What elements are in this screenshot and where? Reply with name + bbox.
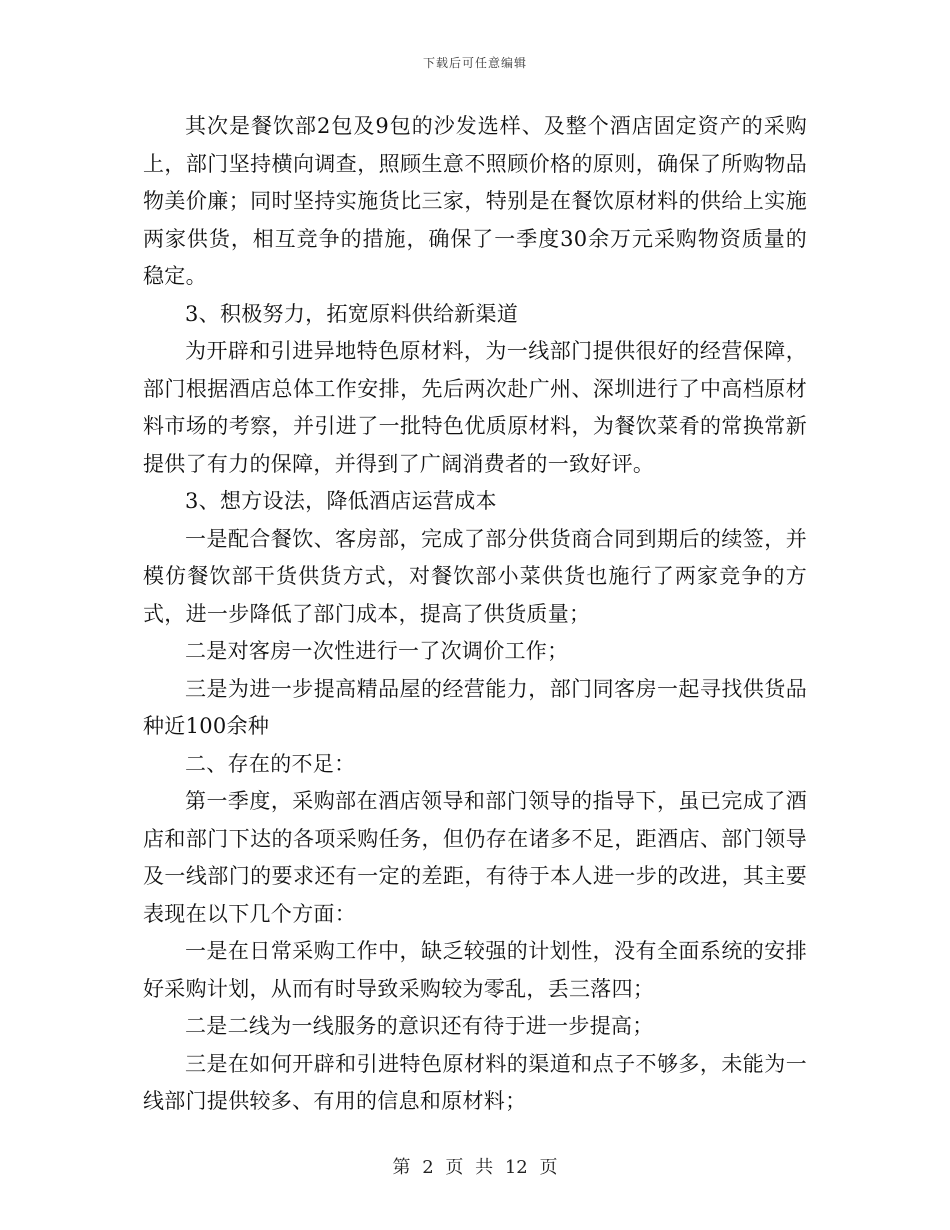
page-number-footer: 第 2 页 共 12 页 [392,1157,558,1178]
document-body [143,108,807,1121]
paragraph-first-quarter-summary: 第一季度，采购部在酒店领导和部门领导的指导下，虽已完成了酒店和部门下达的各项采购任务，但仍存在诸多不足，距酒店、部门领导及一线部门的要求还有一定的差距，有待于本人进一步的改进，其主要表现在以下几个方面： [143,789,807,926]
paragraph-special-materials: 为开辟和引进异地特色原材料，为一线部门提供很好的经营保障，部门根据酒店总体工作安排，先后两次赴广州、深圳进行了中高档原材料市场的考察，并引进了一批特色优质原材料，为餐饮菜肴的常换常新提供了有力的保障，并得到了广阔消费者的一致好评。 [143,339,807,476]
paragraph-procurement-assets: 其次是餐饮部2包及9包的沙发选样、及整个酒店固定资产的采购上，部门坚持横向调查，照顾生意不照顾价格的原则，确保了所购物品物美价廉；同时坚持实施货比三家，特别是在餐饮原材料的供给上实施两家供货，相互竞争的措施，确保了一季度30余万元采购物资质量的稳定。 [143,114,807,288]
paragraph-material-channels: 三是在如何开辟和引进特色原材料的渠道和点子不够多，未能为一线部门提供较多、有用的信息和原材料； [143,1051,807,1113]
paragraph-service-awareness: 二是二线为一线服务的意识还有待于进一步提高； [185,1014,654,1038]
heading-reduce-costs: 3、想方设法，降低酒店运营成本 [185,489,497,513]
page-header: 下载后可任意编辑 [422,56,527,70]
heading-shortcomings: 二、存在的不足： [185,751,356,776]
heading-expand-supply-channels: 3、积极努力，拓宽原料供给新渠道 [185,301,519,326]
paragraph-contract-renewal: 一是配合餐饮、客房部，完成了部分供货商合同到期后的续签，并模仿餐饮部干货供货方式，对餐饮部小菜供货也施行了两家竞争的方式，进一步降低了部门成本，提高了供货质量； [143,526,807,626]
paragraph-room-price-adjustment: 二是对客房一次性进行一了次调价工作； [185,639,569,663]
paragraph-lack-of-planning: 一是在日常采购工作中，缺乏较强的计划性，没有全面系统的安排好采购计划，从而有时导致采购较为零乱，丢三落四； [143,939,807,1001]
paragraph-boutique-supply: 三是为进一步提高精品屋的经营能力，部门同客房一起寻找供货品种近100余种 [143,676,807,738]
